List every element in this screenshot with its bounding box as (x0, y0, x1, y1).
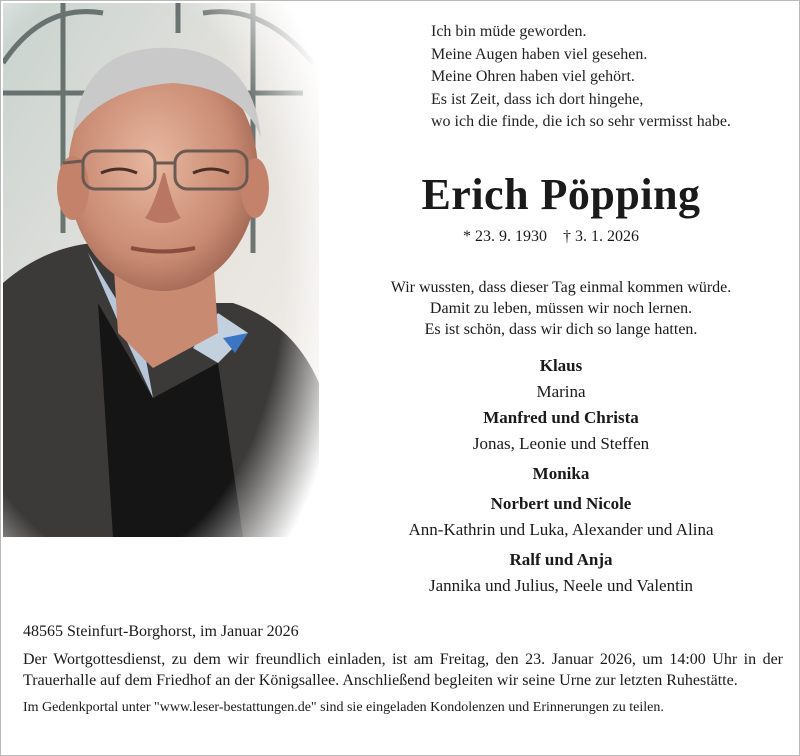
place-date: 48565 Steinfurt-Borghorst, im Januar 2026 (23, 623, 299, 640)
family-member: Ann-Kathrin und Luka, Alexander und Alina (408, 520, 714, 539)
birth-date: * 23. 9. 1930 (463, 228, 547, 245)
family-member: Monika (532, 464, 590, 483)
family-member: Norbert und Nicole (490, 494, 632, 513)
family-member: Jonas, Leonie und Steffen (472, 434, 650, 453)
family-member: Marina (536, 382, 586, 401)
mourning-verse (331, 277, 791, 340)
poem-line: Meine Augen haben viel gesehen. (431, 45, 648, 63)
poem-line: Es ist Zeit, dass ich dort hingehe, (431, 90, 644, 108)
family-list (331, 353, 791, 599)
poem-line: Ich bin müde geworden. (431, 23, 587, 40)
verse-line: Damit zu leben, müssen wir noch lernen. (429, 300, 693, 317)
portrait-photo (3, 3, 319, 537)
death-date: † 3. 1. 2026 (563, 228, 639, 245)
poem-line: wo ich die finde, die ich so sehr vermisst habe. (431, 113, 731, 130)
service-info: Der Wortgottesdienst, zu dem wir freundlich einladen, ist am Freitag, den 23. Januar 2026, um 14:00 Uhr in der Trauerhalle auf dem Friedhof an der Königsallee. Anschließend begleiten wir seine Urne zur letzten Ruhestätte. (23, 651, 783, 689)
verse-line: Wir wussten, dass dieser Tag einmal kommen würde. (390, 279, 732, 296)
footer (23, 621, 783, 718)
poem-line: Meine Ohren haben viel gehört. (431, 68, 635, 85)
family-member: Klaus (539, 356, 583, 375)
verse-line: Es ist schön, dass wir dich so lange hatten. (424, 321, 698, 338)
family-member: Jannika und Julius, Neele und Valentin (428, 576, 694, 595)
poem (431, 21, 731, 134)
deceased-name: Erich Pöpping (421, 170, 701, 219)
memorial-portal-note: Im Gedenkportal unter "www.leser-bestattungen.de" sind sie eingeladen Kondolenzen und Erinnerungen zu teilen. (23, 700, 664, 715)
family-member: Manfred und Christa (483, 408, 639, 427)
family-member: Ralf und Anja (509, 550, 613, 569)
life-dates (421, 228, 681, 246)
